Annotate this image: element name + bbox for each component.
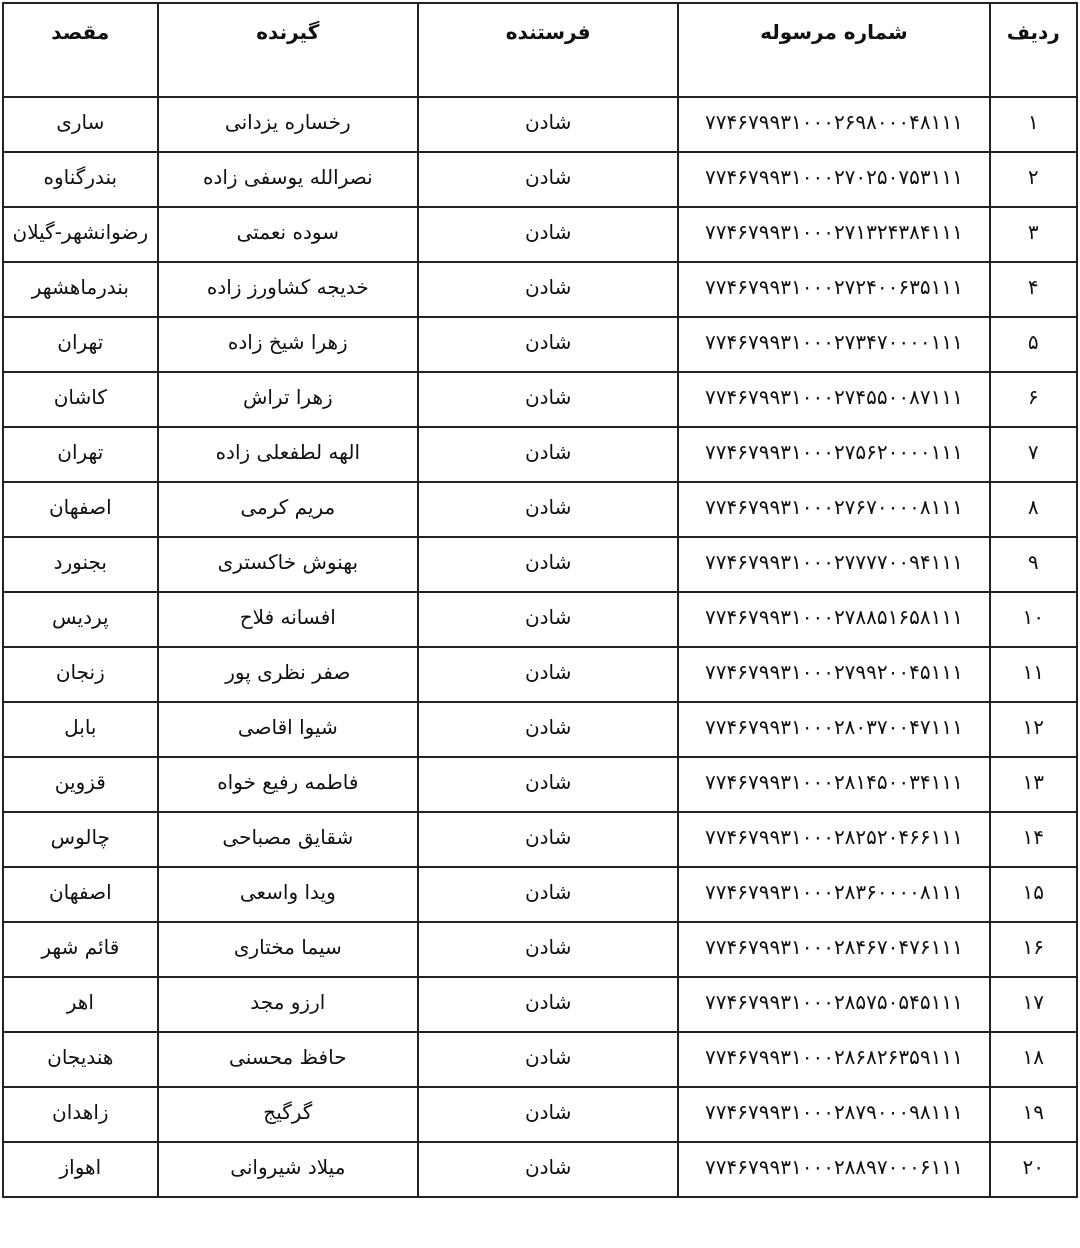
cell-recipient-text: شیوا اقاصی	[237, 714, 338, 739]
cell-sender-text: شادن	[524, 164, 572, 189]
cell-sender	[418, 207, 678, 262]
table-row	[3, 207, 1077, 262]
cell-sender-text: شادن	[524, 109, 572, 134]
cell-tracking-number	[678, 757, 989, 812]
cell-destination-text: اهر	[66, 989, 94, 1014]
cell-destination-text: قزوین	[54, 769, 106, 794]
cell-destination	[3, 1087, 158, 1142]
table-row	[3, 97, 1077, 152]
header-tracking-number: شماره مرسوله	[678, 3, 989, 97]
header-sender: فرستنده	[418, 3, 678, 97]
cell-row-number-text: ۸	[1027, 494, 1039, 519]
cell-tracking-number	[678, 427, 989, 482]
cell-row-number	[990, 1032, 1077, 1087]
cell-destination	[3, 592, 158, 647]
cell-row-number	[990, 702, 1077, 757]
cell-row-number-text: ۱۲	[1022, 714, 1045, 739]
table-row	[3, 702, 1077, 757]
cell-recipient	[158, 1032, 418, 1087]
cell-row-number	[990, 262, 1077, 317]
cell-row-number-text: ۱۷	[1022, 989, 1045, 1014]
cell-row-number	[990, 1142, 1077, 1197]
cell-recipient-text: زهرا شیخ زاده	[227, 329, 348, 354]
cell-tracking-number	[678, 372, 989, 427]
cell-destination-text: زنجان	[55, 659, 105, 684]
cell-sender-text: شادن	[524, 1154, 572, 1179]
cell-sender	[418, 537, 678, 592]
table-row	[3, 922, 1077, 977]
cell-recipient-text: الهه لطفعلی زاده	[215, 439, 361, 464]
cell-destination-text: رضوانشهر-گیلان	[12, 219, 149, 244]
cell-destination-text: زاهدان	[52, 1099, 109, 1124]
table-header-row	[3, 3, 1077, 97]
table-row	[3, 482, 1077, 537]
table-row	[3, 757, 1077, 812]
cell-destination-text: اصفهان	[48, 879, 112, 904]
cell-destination-text: قائم شهر	[41, 934, 120, 959]
cell-sender-text: شادن	[524, 604, 572, 629]
cell-row-number-text: ۶	[1027, 384, 1039, 409]
cell-recipient	[158, 427, 418, 482]
cell-sender	[418, 922, 678, 977]
cell-sender-text: شادن	[524, 494, 572, 519]
cell-tracking-number-text: ۷۷۴۶۷۹۹۳۱۰۰۰۲۷۸۸۵۱۶۵۸۱۱۱	[705, 604, 963, 629]
cell-recipient-text: فاطمه رفیع خواه	[217, 769, 359, 794]
cell-sender	[418, 97, 678, 152]
table-row	[3, 812, 1077, 867]
cell-recipient-text: خدیجه کشاورز زاده	[206, 274, 369, 299]
cell-row-number-text: ۱۸	[1022, 1044, 1045, 1069]
cell-destination-text: بندرماهشهر	[31, 274, 129, 299]
cell-tracking-number-text: ۷۷۴۶۷۹۹۳۱۰۰۰۲۸۶۸۲۶۳۵۹۱۱۱	[705, 1044, 963, 1069]
table-row	[3, 977, 1077, 1032]
cell-recipient	[158, 867, 418, 922]
cell-row-number	[990, 812, 1077, 867]
cell-tracking-number	[678, 207, 989, 262]
cell-recipient-text: ارزو مجد	[250, 989, 326, 1014]
cell-recipient	[158, 372, 418, 427]
cell-tracking-number-text: ۷۷۴۶۷۹۹۳۱۰۰۰۲۸۷۹۰۰۰۹۸۱۱۱	[705, 1099, 963, 1124]
cell-row-number-text: ۴	[1027, 274, 1039, 299]
cell-row-number	[990, 482, 1077, 537]
cell-destination-text: چالوس	[50, 824, 110, 849]
cell-recipient	[158, 1142, 418, 1197]
cell-row-number-text: ۳	[1027, 219, 1039, 244]
cell-sender-text: شادن	[524, 329, 572, 354]
cell-recipient	[158, 922, 418, 977]
cell-tracking-number	[678, 1032, 989, 1087]
cell-destination-text: تهران	[57, 329, 104, 354]
cell-sender-text: شادن	[524, 439, 572, 464]
cell-tracking-number	[678, 482, 989, 537]
cell-row-number-text: ۲	[1027, 164, 1039, 189]
cell-tracking-number	[678, 592, 989, 647]
cell-destination	[3, 1032, 158, 1087]
cell-row-number-text: ۵	[1027, 329, 1039, 354]
cell-destination	[3, 372, 158, 427]
cell-sender-text: شادن	[524, 659, 572, 684]
cell-row-number	[990, 647, 1077, 702]
cell-row-number	[990, 977, 1077, 1032]
cell-sender-text: شادن	[524, 384, 572, 409]
cell-tracking-number	[678, 97, 989, 152]
cell-destination	[3, 537, 158, 592]
cell-row-number	[990, 152, 1077, 207]
cell-sender-text: شادن	[524, 1099, 572, 1124]
table-row	[3, 427, 1077, 482]
cell-destination-text: ساری	[56, 109, 105, 134]
table-row	[3, 372, 1077, 427]
cell-recipient-text: حافظ محسنی	[229, 1044, 347, 1069]
cell-destination	[3, 977, 158, 1032]
cell-destination	[3, 262, 158, 317]
cell-sender-text: شادن	[524, 934, 572, 959]
cell-row-number	[990, 427, 1077, 482]
cell-recipient	[158, 812, 418, 867]
cell-recipient-text: میلاد شیروانی	[230, 1154, 346, 1179]
cell-row-number	[990, 867, 1077, 922]
cell-destination	[3, 757, 158, 812]
cell-destination-text: بابل	[64, 714, 97, 739]
cell-recipient	[158, 977, 418, 1032]
cell-tracking-number-text: ۷۷۴۶۷۹۹۳۱۰۰۰۲۷۶۷۰۰۰۰۸۱۱۱	[705, 494, 963, 519]
table-row	[3, 1032, 1077, 1087]
cell-recipient-text: بهنوش خاکستری	[217, 549, 359, 574]
cell-destination-text: بجنورد	[53, 549, 108, 574]
cell-destination-text: اصفهان	[48, 494, 112, 519]
cell-recipient-text: رخساره یزدانی	[224, 109, 351, 134]
table-row	[3, 647, 1077, 702]
cell-sender	[418, 702, 678, 757]
cell-row-number-text: ۱۶	[1022, 934, 1045, 959]
cell-sender	[418, 152, 678, 207]
cell-row-number	[990, 537, 1077, 592]
shipments-table	[2, 2, 1078, 1198]
cell-tracking-number	[678, 537, 989, 592]
cell-recipient-text: سوده نعمتی	[236, 219, 339, 244]
cell-tracking-number-text: ۷۷۴۶۷۹۹۳۱۰۰۰۲۷۴۵۵۰۰۸۷۱۱۱	[705, 384, 963, 409]
cell-tracking-number-text: ۷۷۴۶۷۹۹۳۱۰۰۰۲۶۹۸۰۰۰۴۸۱۱۱	[705, 109, 963, 134]
cell-row-number-text: ۷	[1027, 439, 1039, 464]
header-recipient: گیرنده	[158, 3, 418, 97]
cell-tracking-number-text: ۷۷۴۶۷۹۹۳۱۰۰۰۲۸۴۶۷۰۴۷۶۱۱۱	[705, 934, 963, 959]
cell-tracking-number	[678, 152, 989, 207]
cell-row-number-text: ۲۰	[1022, 1154, 1045, 1179]
table-body	[3, 97, 1077, 1197]
cell-sender	[418, 317, 678, 372]
cell-destination	[3, 97, 158, 152]
cell-tracking-number-text: ۷۷۴۶۷۹۹۳۱۰۰۰۲۷۵۶۲۰۰۰۰۱۱۱	[705, 439, 963, 464]
cell-destination	[3, 702, 158, 757]
cell-recipient	[158, 317, 418, 372]
cell-sender-text: شادن	[524, 1044, 572, 1069]
cell-sender	[418, 372, 678, 427]
cell-tracking-number-text: ۷۷۴۶۷۹۹۳۱۰۰۰۲۷۲۴۰۰۶۳۵۱۱۱	[705, 274, 963, 299]
table-row	[3, 592, 1077, 647]
cell-recipient	[158, 592, 418, 647]
cell-destination	[3, 152, 158, 207]
cell-sender	[418, 757, 678, 812]
cell-destination-text: اهواز	[59, 1154, 102, 1179]
cell-tracking-number	[678, 702, 989, 757]
cell-recipient-text: ویدا واسعی	[239, 879, 336, 904]
cell-sender	[418, 867, 678, 922]
cell-recipient	[158, 1087, 418, 1142]
cell-sender-text: شادن	[524, 274, 572, 299]
cell-row-number-text: ۱۹	[1022, 1099, 1045, 1124]
cell-row-number-text: ۱۴	[1022, 824, 1045, 849]
cell-tracking-number-text: ۷۷۴۶۷۹۹۳۱۰۰۰۲۷۷۷۷۰۰۹۴۱۱۱	[705, 549, 963, 574]
cell-recipient	[158, 262, 418, 317]
cell-sender	[418, 1142, 678, 1197]
cell-tracking-number	[678, 812, 989, 867]
table-row	[3, 1087, 1077, 1142]
table-row	[3, 1142, 1077, 1197]
cell-recipient	[158, 537, 418, 592]
cell-tracking-number-text: ۷۷۴۶۷۹۹۳۱۰۰۰۲۷۱۳۲۴۳۸۴۱۱۱	[705, 219, 963, 244]
cell-sender	[418, 592, 678, 647]
cell-row-number	[990, 592, 1077, 647]
cell-recipient	[158, 97, 418, 152]
cell-recipient	[158, 482, 418, 537]
cell-sender	[418, 427, 678, 482]
cell-destination	[3, 812, 158, 867]
cell-destination-text: بندرگناوه	[43, 164, 118, 189]
cell-recipient	[158, 207, 418, 262]
cell-recipient-text: مریم کرمی	[240, 494, 336, 519]
cell-tracking-number	[678, 1087, 989, 1142]
cell-recipient	[158, 757, 418, 812]
cell-tracking-number-text: ۷۷۴۶۷۹۹۳۱۰۰۰۲۷۰۲۵۰۷۵۳۱۱۱	[705, 164, 963, 189]
cell-sender-text: شادن	[524, 219, 572, 244]
table-row	[3, 537, 1077, 592]
cell-recipient-text: زهرا تراش	[242, 384, 333, 409]
cell-destination	[3, 1142, 158, 1197]
cell-tracking-number	[678, 317, 989, 372]
cell-sender	[418, 977, 678, 1032]
cell-tracking-number	[678, 262, 989, 317]
cell-sender-text: شادن	[524, 549, 572, 574]
cell-sender	[418, 647, 678, 702]
cell-sender	[418, 482, 678, 537]
cell-sender	[418, 1087, 678, 1142]
cell-recipient	[158, 702, 418, 757]
cell-tracking-number-text: ۷۷۴۶۷۹۹۳۱۰۰۰۲۸۸۹۷۰۰۰۶۱۱۱	[705, 1154, 963, 1179]
cell-destination	[3, 922, 158, 977]
cell-tracking-number	[678, 647, 989, 702]
cell-tracking-number	[678, 922, 989, 977]
cell-row-number	[990, 372, 1077, 427]
table-row	[3, 867, 1077, 922]
cell-tracking-number	[678, 867, 989, 922]
cell-tracking-number	[678, 977, 989, 1032]
cell-row-number-text: ۹	[1027, 549, 1039, 574]
header-destination: مقصد	[3, 3, 158, 97]
cell-destination-text: هندیجان	[47, 1044, 114, 1069]
cell-row-number-text: ۱۱	[1022, 659, 1045, 684]
cell-destination	[3, 867, 158, 922]
cell-sender-text: شادن	[524, 769, 572, 794]
cell-recipient-text: افسانه فلاح	[239, 604, 336, 629]
cell-row-number-text: ۱۰	[1022, 604, 1045, 629]
cell-tracking-number	[678, 1142, 989, 1197]
cell-destination	[3, 482, 158, 537]
cell-destination-text: تهران	[57, 439, 104, 464]
cell-row-number-text: ۱۳	[1022, 769, 1045, 794]
cell-destination-text: کاشان	[53, 384, 107, 409]
cell-row-number-text: ۱	[1027, 109, 1039, 134]
cell-sender-text: شادن	[524, 824, 572, 849]
cell-sender	[418, 812, 678, 867]
table-row	[3, 262, 1077, 317]
cell-tracking-number-text: ۷۷۴۶۷۹۹۳۱۰۰۰۲۸۰۳۷۰۰۴۷۱۱۱	[705, 714, 963, 739]
cell-sender-text: شادن	[524, 714, 572, 739]
cell-row-number	[990, 922, 1077, 977]
cell-tracking-number-text: ۷۷۴۶۷۹۹۳۱۰۰۰۲۸۳۶۰۰۰۰۸۱۱۱	[705, 879, 963, 904]
cell-destination	[3, 207, 158, 262]
cell-tracking-number-text: ۷۷۴۶۷۹۹۳۱۰۰۰۲۷۹۹۲۰۰۴۵۱۱۱	[705, 659, 963, 684]
cell-tracking-number-text: ۷۷۴۶۷۹۹۳۱۰۰۰۲۸۱۴۵۰۰۳۴۱۱۱	[705, 769, 963, 794]
cell-row-number	[990, 207, 1077, 262]
cell-destination	[3, 317, 158, 372]
cell-row-number	[990, 317, 1077, 372]
cell-recipient-text: شقایق مصباحی	[222, 824, 354, 849]
cell-sender	[418, 262, 678, 317]
cell-sender-text: شادن	[524, 879, 572, 904]
cell-recipient-text: نصرالله یوسفی زاده	[202, 164, 373, 189]
cell-recipient-text: صفر نظری پور	[225, 659, 351, 684]
cell-recipient-text: سیما مختاری	[233, 934, 342, 959]
cell-row-number	[990, 1087, 1077, 1142]
cell-destination	[3, 427, 158, 482]
cell-tracking-number-text: ۷۷۴۶۷۹۹۳۱۰۰۰۲۸۲۵۲۰۴۶۶۱۱۱	[705, 824, 963, 849]
cell-sender-text: شادن	[524, 989, 572, 1014]
table-row	[3, 317, 1077, 372]
table-row	[3, 152, 1077, 207]
cell-recipient	[158, 647, 418, 702]
cell-row-number	[990, 97, 1077, 152]
cell-recipient-text: گرگیج	[263, 1099, 313, 1124]
cell-destination	[3, 647, 158, 702]
cell-row-number	[990, 757, 1077, 812]
cell-tracking-number-text: ۷۷۴۶۷۹۹۳۱۰۰۰۲۸۵۷۵۰۵۴۵۱۱۱	[705, 989, 963, 1014]
cell-destination-text: پردیس	[52, 604, 109, 629]
header-row-number: ردیف	[990, 3, 1077, 97]
cell-row-number-text: ۱۵	[1022, 879, 1045, 904]
cell-tracking-number-text: ۷۷۴۶۷۹۹۳۱۰۰۰۲۷۳۴۷۰۰۰۰۱۱۱	[705, 329, 963, 354]
cell-sender	[418, 1032, 678, 1087]
cell-recipient	[158, 152, 418, 207]
